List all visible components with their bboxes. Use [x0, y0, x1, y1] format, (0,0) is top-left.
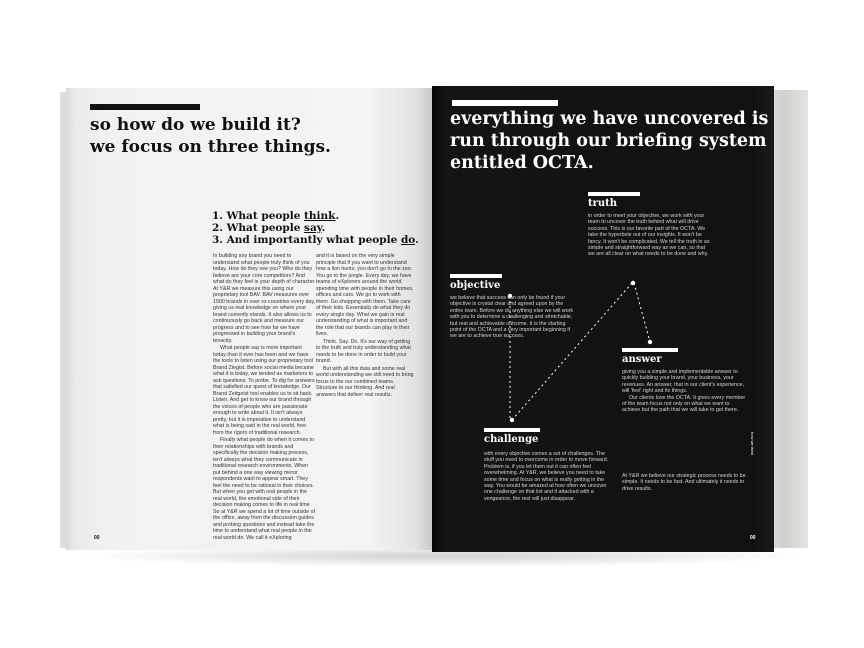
answer-text: [622, 369, 748, 414]
challenge-dot: [510, 418, 514, 422]
truth-answer-line: [634, 283, 650, 342]
truth-text: in order to meet your objective, we work with your team to uncover the truth behind what will drive success. This is our favorite part of the OCTA. We take the hyperbole out of our insights. It won't be fancy. It won't be complicated. We tell the truth in as simple and straightforward way as we can, so that we are all clear on what needs to be done and why.: [588, 213, 710, 258]
col2-paragraph-1: and it is based on the very simple principle that if you want to understand how a lion hunts, you don't go to the zoo. You go to the jungle. Every day, we have teams of eXplorers around the world spending time with people in their homes, offices and cars. We go to work with them. Go shopping with them. Take care of their kids. Essentially do what they do every single day. What we gain is real understanding of what is important and the role that our brands can play in their lives.: [316, 253, 414, 337]
truth-title: truth: [588, 198, 618, 209]
col1-paragraph-do: Finally what people do when it comes to their relationships with brands and specifically the decision making process, isn't always what they communicate in traditional research environments. When put behind a one way viewing mirror respondents want to appear smart. They feel the need to be rational in their choices. But when you get with real people in the real world, the emotional side of their decision making comes to life in real time. So at Y&R we spend a lot of time outside of the office, away from the discussion guides and probing questions and instead take the time to understand what real people in the real world do. We call it eXploring: [213, 437, 316, 541]
answer-bar: [622, 348, 678, 352]
closing-statement: At Y&R we believe our strategic process needs to be simple. It needs to be fast. And ultimately it needs to drive results.: [622, 473, 746, 492]
answer-paragraph-2: Our clients love the OCTA. It gives every member of the team focus not only on what we want to achieve but the path that we will take to get there.: [622, 394, 746, 414]
truth-bar: [588, 192, 640, 196]
answer-paragraph-1: giving you a simple and implementable answer to quickly building your brand, your business, your revenues. An answer, that in our client's experience, will 'feel' right and fix things.: [622, 369, 745, 395]
point-do: 3. And importantly what people do.: [212, 234, 419, 246]
right-heading-line2: run through our briefing system: [450, 131, 767, 151]
right-page-number: 00: [750, 535, 756, 541]
col2-paragraph-2: Think. Say. Do. It's our way of getting to the truth and truly understanding what needs to be done in order to build your brand.: [316, 338, 411, 364]
col1-paragraph-say: What people say is more important today than it ever has been and we have the tools to listen using our proprietary tool Brand Ziegist. Before social media became what it is today, we tended as marketers to ask questions. To probe. To dig for answers that satisfied our quest of knowledge. Our Brand Zeitgeist tool enables us to sit back. Listen. And get to know our brand through the voices of people who are passionate enough to write about it. It isn't always pretty, but it is imperative to understand what is being said in the real world, free from the rigors of traditional research.: [213, 345, 315, 436]
left-page-number: 00: [94, 535, 100, 541]
col2-paragraph-3: But with all this data and some real world understanding we still need to bring focus to the our combined teams. Structure to our thinking. And real answers that deliver real results.: [316, 365, 414, 398]
challenge-text: with every objective comes a set of challenges. The stuff you need to overcome in order to move forward. Problem is, if you let them out it can often feel overwhelming. At Y&R, we believe you need to take some time and focus on what is really getting in the way. You would be amazed at how often we uncover one challenge on that list and if attacked with a vengeance, the rest will just disappear.: [484, 451, 609, 502]
right-heading-line1: everything we have uncovered is: [450, 109, 769, 129]
section-spine-tag: how we think: [750, 432, 755, 456]
objective-text: we believe that success can only be found if your objective is crystal clear and agreed upon by the entire team. Before we do anything else we will work with you to determine a challenging and stretchable, but real and achievable outcome. It is the starting point of the OCTA and a very important beginning if we are to achieve true success.: [450, 295, 574, 340]
right-heading-line3: entitled OCTA.: [450, 153, 594, 173]
col1-paragraph-think: In building any brand you need to understand what people truly think of you today. How do they see you? Who do they believe are your core competitors? And what do they feel is your depth of character. At Y&R we measure this using our proprietary tool BAV. BAV measures over 1500 brands in over xx countries every day, giving us real knowledge on where your brand currently stands. It also allows us to continuously go back and measure our progress and to see how far we have progressed in building your brand's tenacity.: [213, 253, 316, 344]
left-heading-line2: we focus on three things.: [90, 137, 331, 157]
point-say: 2. What people say.: [212, 222, 326, 234]
challenge-bar: [484, 428, 540, 432]
challenge-title: challenge: [484, 434, 539, 445]
point-think: 1. What people think.: [212, 210, 340, 222]
answer-dot: [648, 340, 652, 344]
answer-title: answer: [622, 354, 662, 365]
left-heading-line1: so how do we build it?: [90, 115, 301, 135]
objective-bar: [450, 274, 502, 278]
objective-title: objective: [450, 280, 501, 291]
truth-dot: [631, 281, 635, 285]
